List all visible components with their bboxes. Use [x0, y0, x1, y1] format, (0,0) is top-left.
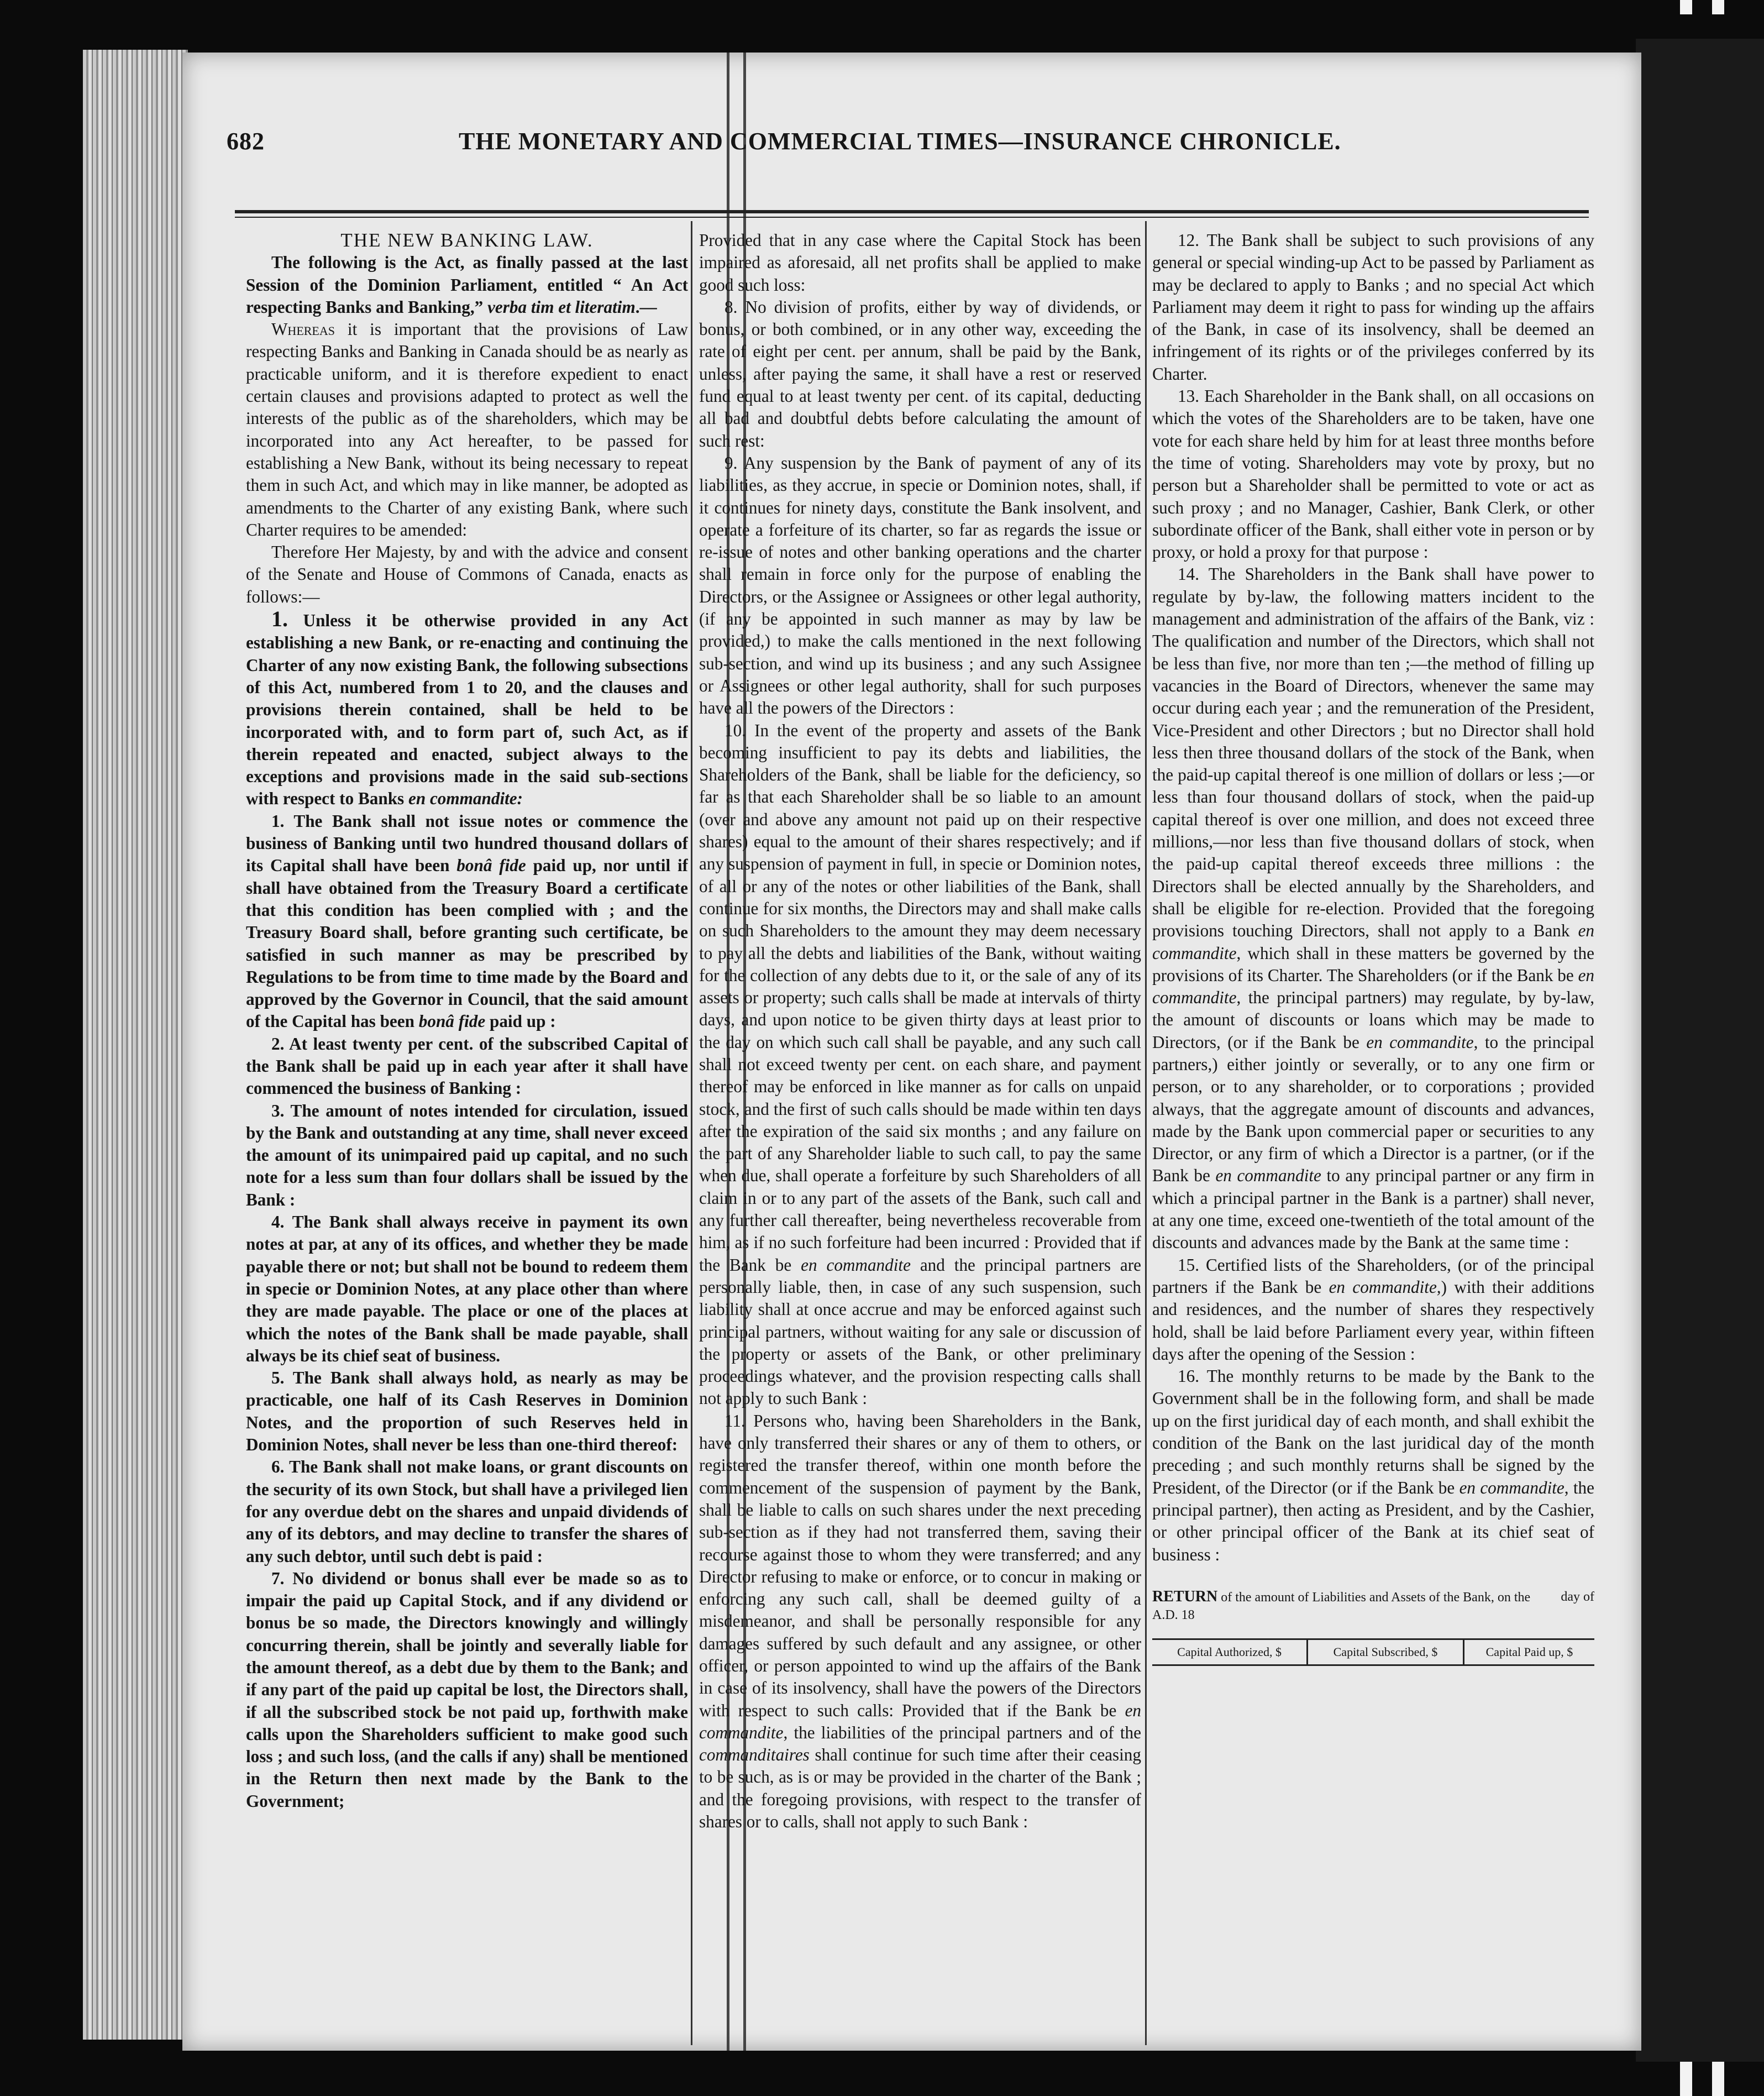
subsection-6: 6. The Bank shall not make loans, or grant discounts on the security of its own Stock, but shall have a privileged lien for any overdue debt on the shares and unpaid dividends of any of its debtors, and may decline to transfer the shares of any such debtor, until such debt is paid :	[246, 1457, 688, 1566]
subsection-2: 2. At least twenty per cent. of the subscribed Capital of the Bank shall be paid up in each year after it shall have commenced the business of Banking :	[246, 1034, 688, 1098]
subsection-7: 7. No dividend or bonus shall ever be made so as to impair the paid up Capital Stock, and if any dividend or bonus be so made, the Directors knowingly and willingly concurring therein, shall be jointly and severally liable for the amount thereof, as a debt due by them to the Bank; and if any part of the paid up capital be lost, the Directors shall, if all the subscribed stock be not paid up, forthwith make calls upon the Shareholders sufficient to make good such loss ; and such loss, (and the calls if any) shall be mentioned in the Return then next made by the Bank to the Government;	[246, 1568, 688, 1811]
subsection-10: 10. In the event of the property and assets of the Bank becoming insufficient to pay its debts and liabilities, the Shareholders of the Bank, shall be liable for the deficiency, so far as that each Shareholder shall be so liable to an amount (over and above any amount not paid up on their respective shares) equal to the amount of their shares respectively; and if any suspension of payment in full, in specie or Dominion notes, of all or any of the notes or other liabilities of the Bank, shall continue for six months, the Directors may and shall make calls on such Shareholders to the amount they may deem necessary to pay all the debts and liabilities of the Bank, without waiting for the collection of any debts due to it, or the sale of any of its assets or property; such calls shall be made at intervals of thirty days, and upon notice to be given thirty days at least prior to the day on which such call shall be payable, and any such call shall not exceed twenty per cent. on each share, and payment thereof may be enforced in like manner as for calls on unpaid stock, and the first of such calls should be made within ten days after the expiration of the said six months ; and any failure on the part of any Shareholder liable to such call, to pay the same when due, shall operate a forfeiture by such Shareholders of all claim in or to any part of the assets of the Bank, such call and any further call thereafter, being nevertheless recoverable from him, as if no such forfeiture had been incurred : Provided that if the Bank be en commandite and the principal partners are personally liable, then, in case of any such suspension, such liability shall at once accrue and may be enforced against such principal partners, without waiting for any sale or discussion of the property or assets of the Bank, or other preliminary proceedings whatever, and the provision respecting calls shall not apply to such Bank :	[699, 720, 1141, 1408]
subsection-9: 9. Any suspension by the Bank of payment of any of its liabilities, as they accrue, in specie or Dominion notes, shall, if it continues for ninety days, constitute the Bank insolvent, and operate a forfeiture of its charter, so far as regards the issue or re-issue of notes and other banking operations and the charter shall remain in force only for the purpose of enabling the Directors, or the Assignee or Assignees or other legal authority, (if any be appointed in such manner as may by law be provided,) to make the calls mentioned in the next following sub-section, and wind up its business ; and any such Assignee or Assignees or other legal authority, shall for such purposes have all the powers of the Directors :	[699, 453, 1141, 718]
header-rule	[235, 210, 1589, 218]
subsection-15: 15. Certified lists of the Shareholders, (or of the principal partners if the Bank be en commandite,) with their additions and residences, and the number of shares they respectively hold, shall be laid before Parliament every year, within fifteen days after the opening of the Session :	[1152, 1255, 1594, 1364]
subsection-4: 4. The Bank shall always receive in payment its own notes at par, at any of its offices, and whether they be made payable there or not; but shall not be bound to redeem them in specie or Dominion Notes, at any place other than where they are made payable. The place or one of the places at which the notes of the Bank shall be made payable, shall always be its chief seat of business.	[246, 1212, 688, 1365]
capital-paid-up-cell: Capital Paid up, $	[1463, 1639, 1594, 1665]
newspaper-page	[182, 53, 1641, 2051]
capital-table	[1152, 1638, 1594, 1666]
subsection-8: 8. No division of profits, either by way of dividends, or bonus, or both combined, or in any other way, exceeding the rate of eight per cent. per annum, shall be paid by the Bank, unless, after paying the same, it shall have a rest or reserved fund equal to at least twenty per cent. of its capital, deducting all bad and doubtful debts before calculating the amount of such rest:	[699, 297, 1141, 450]
subsection-1: 1. The Bank shall not issue notes or commence the business of Banking until two hundred thousand dollars of its Capital shall have been bonâ fide paid up, nor until if shall have obtained from the Treasury Board a certificate that this condition has been complied with ; and the Treasury Board shall, before granting such certificate, be satisfied in such manner as may be prescribed by Regulations to be from time to time made by the Board and approved by the Governor in Council, that the said amount of the Capital has been bonâ fide paid up :	[246, 811, 688, 1031]
publication-title: THE MONETARY AND COMMERCIAL TIMES—INSURANCE CHRONICLE.	[459, 128, 1341, 155]
subsection-16: 16. The monthly returns to be made by the Bank to the Government shall be in the following form, and shall be made up on the first juridical day of each month, and shall exhibit the condition of the Bank on the last juridical day of the month preceding ; and such monthly returns shall be signed by the President, of the Director (or if the Bank be en commandite, the principal partner), then acting as President, and by the Cashier, or other principal officer of the Bank at its chief seat of business :	[1152, 1366, 1594, 1564]
subsection-14: 14. The Shareholders in the Bank shall have power to regulate by by-law, the following matters incident to the management and administration of the affairs of the Bank, viz : The qualification and number of the Directors, which shall not be less than five, nor more than ten ;—the method of filling up vacancies in the Board of Directors, whenever the same may occur during each year ; and the remuneration of the President, Vice-President and other Directors ; but no Director shall hold less then three thousand dollars of the stock of the Bank, when the paid-up capital thereof is one million of dollars or less ;—or less than four thousand dollars of stock, when the paid-up capital thereof is over one million, and does not exceed three millions,—nor less than five thousand dollars of stock, when the paid-up capital thereof exceeds three millions : the Directors shall be elected annually by the Shareholders, and shall be eligible for re-election. Provided that the foregoing provisions touching Directors, shall not apply to a Bank en commandite, which shall in these matters be governed by the provisions of its Charter. The Shareholders (or if the Bank be en commandite, the principal partners) may regulate, by by-law, the amount of discounts or loans which may be made to Directors, (or if the Bank be en commandite, to the principal partners,) either jointly or severally, or to any one firm or person, or to any shareholder, or to corporations ; provided always, that the aggregate amount of discounts and advances, made by the Bank upon commercial paper or securities to any Director, or any firm of which a Director is a partner, (or if the Bank be en commandite to any principal partner or any firm in which a principal partner in the Bank is a partner) shall never, at any one time, exceed one-twentieth of the total amount of the discounts and advances made by the Bank at the same time :	[1152, 564, 1594, 1253]
return-form	[1152, 1588, 1594, 1666]
return-form-title: RETURN of the amount of Liabilities and Assets of the Bank, on the day of	[1152, 1587, 1594, 1605]
subsection-7-continued: Provided that in any case where the Capital Stock has been impaired as aforesaid, all net profits shall be applied to make good such loss:	[699, 230, 1141, 295]
column-divider	[691, 221, 692, 2045]
subsection-13: 13. Each Shareholder in the Bank shall, on all occasions on which the votes of the Shareholders are to be taken, have one vote for each share held by him for at least three months before the time of voting. Shareholders may vote by proxy, but no person but a Shareholder shall be permitted to vote or act as such proxy ; and no Manager, Cashier, Bank Clerk, or other subordinate officer of the Bank, shall either vote in person or by proxy, or hold a proxy for that purpose :	[1152, 386, 1594, 562]
capital-subscribed-cell: Capital Subscribed, $	[1308, 1639, 1464, 1665]
intro-paragraph: The following is the Act, as finally passed at the last Session of the Dominion Parliament, entitled “ An Act respecting Banks and Banking,” verba tim et literatim.—	[246, 253, 688, 317]
subsection-12: 12. The Bank shall be subject to such provisions of any general or special winding-up Act to be passed by Parliament as may be declared to apply to Banks ; and no special Act which Parliament may deem it right to pass for winding up the affairs of the Bank, in case of its insolvency, shall be deemed an infringement of its rights or of the privileges conferred by its Charter.	[1152, 230, 1594, 384]
subsection-3: 3. The amount of notes intended for circulation, issued by the Bank and outstanding at any time, shall never exceed the amount of its unimpaired paid up capital, and no such note for a less sum than four dollars shall be issued by the Bank :	[246, 1101, 688, 1209]
capital-authorized-cell: Capital Authorized, $	[1152, 1639, 1308, 1665]
page-number: 682	[227, 128, 265, 155]
column-1	[246, 229, 688, 2042]
column-2	[699, 229, 1141, 2042]
subsection-11: 11. Persons who, having been Shareholders in the Bank, have only transferred their shares or any of them to others, or registered the transfer thereof, within one month before the commencement of the suspension of payment by the Bank, shall be liable to calls on such shares under the next preceding sub-section as if they had not transferred them, saving their recourse against those to whom they were transferred; and any Director refusing to make or enforce, or to concur in making or enforcing any such call, shall be deemed guilty of a misdemeanor, and shall be personally responsible for any damages suffered by such default and any assignee, or other officer, or person appointed to wind up the affairs of the Bank in case of its insolvency, shall have the powers of the Directors with respect to such calls: Provided that if the Bank be en commandite, the liabilities of the principal partners and of the commanditaires shall continue for such time after their ceasing to be such, as is or may be provided in the charter of the Bank ; and the foregoing provisions, with respect to the transfer of shares or to calls, shall not apply to such Bank :	[699, 1411, 1141, 1832]
enacting-clause: Therefore Her Majesty, by and with the advice and consent of the Senate and House of Commons of Canada, enacts as follows:—	[246, 542, 688, 606]
column-divider	[1145, 221, 1147, 2045]
subsection-5: 5. The Bank shall always hold, as nearly as may be practicable, one half of its Cash Reserves in Dominion Notes, and the proportion of such Reserves held in Dominion Notes, shall never be less than one-third thereof:	[246, 1368, 688, 1455]
article-heading: THE NEW BANKING LAW.	[340, 229, 594, 251]
column-3	[1152, 229, 1594, 2042]
scan-shadow	[1636, 39, 1764, 2062]
page-header	[227, 116, 1586, 169]
whereas-paragraph: Whereas it is important that the provisions of Law respecting Banks and Banking in Canada should be as nearly as practicable uniform, and it is therefore expedient to enact certain clauses and provisions adapted to protect as well the interests of the public as of the shareholders, which may be incorporated into any Act hereafter, to be passed for establishing a New Bank, without its being necessary to repeat them in such Act, and which may in like manner, be adopted as amendments to the Charter of any existing Bank, where such Charter requires to be amended:	[246, 319, 688, 539]
return-form-year: A.D. 18	[1152, 1607, 1195, 1622]
book-page-edges	[83, 50, 188, 2040]
section-1: 1. Unless it be otherwise provided in any Act establishing a new Bank, or re-enacting and continuing the Charter of any now existing Bank, the following subsections of this Act, numbered from 1 to 20, and the clauses and provisions therein contained, shall be held to be incorporated with, and to form part of, such Act, as if therein repeated and enacted, subject always to the exceptions and provisions made in the said sub-sections with respect to Banks en commandite:	[246, 606, 688, 809]
